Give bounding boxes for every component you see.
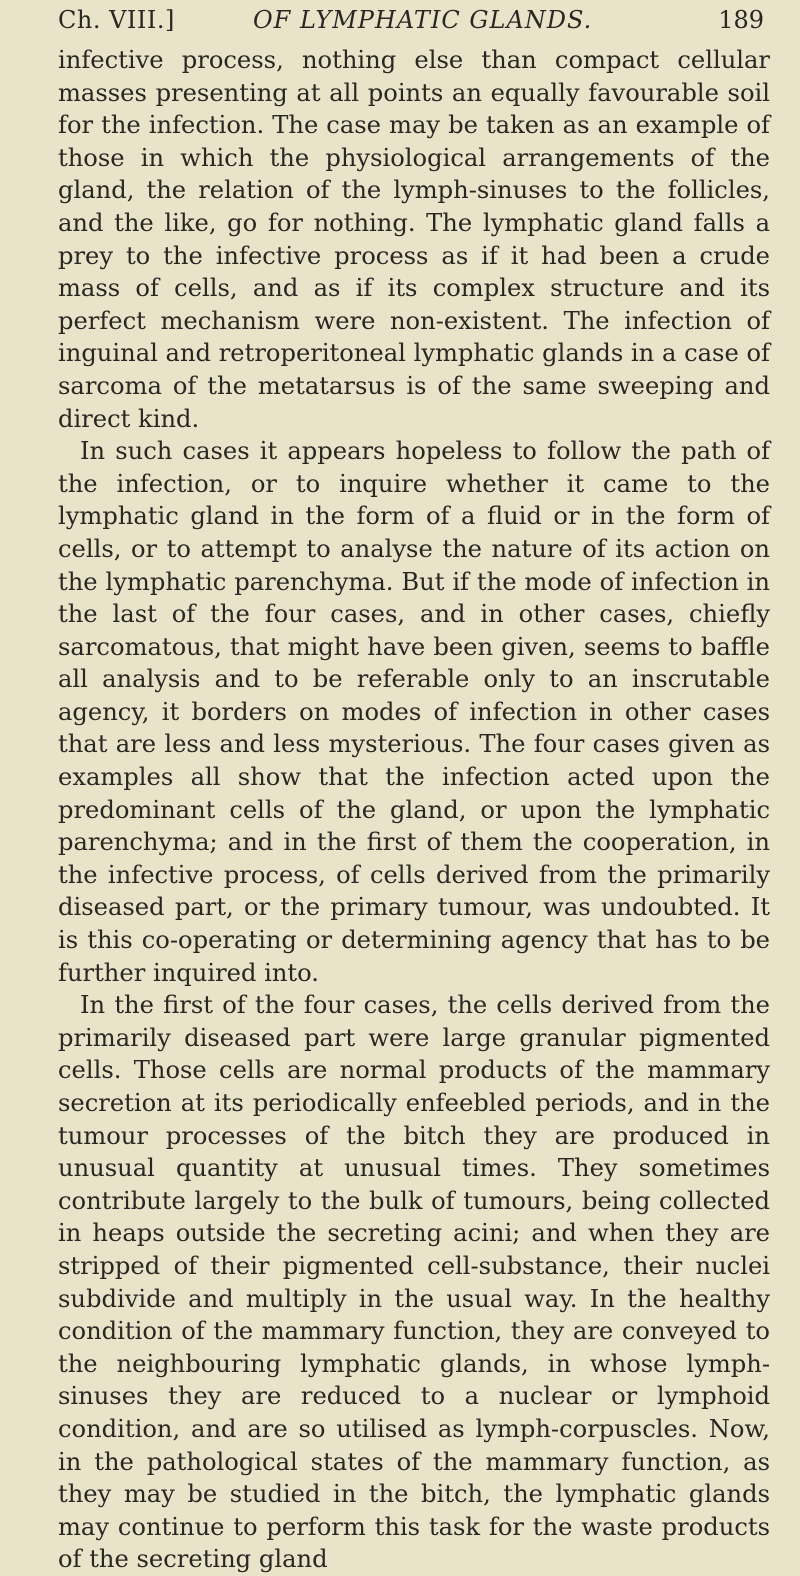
paragraph: In such cases it appears hopeless to follow the path of the infection, or to inquire whether it came to the lymphatic gland in the form of a fluid or in the form of cells, or to attempt to analyse the nature of its action on the lymphatic parenchyma. But if the mode of infection in the last of the four cases, and in other cases, chiefly sarcomatous, that might have been given, seems to baffle all analysis and to be referable only to an inscrutable agency, it borders on modes of infection in other cases that are less and less mysterious. The four cases given as examples all show that the infection acted upon the predominant cells of the gland, or upon the lymphatic parenchyma; and in the first of them the cooperation, in the infective process, of cells derived from the primarily diseased part, or the primary tumour, was undoubted. It is this co-operating or determining agency that has to be further inquired into. bbox=[58, 437, 770, 987]
paragraph-continued: infective process, nothing else than compact cellular masses presenting at all points an equally favourable soil for the infection. The case may be taken as an example of those in which the physiological arrangements of the gland, the relation of the lymph-sinuses to the follicles, and the like, go for nothing. The lymphatic gland falls a prey to the infective process as if it had been a crude mass of cells, and as if its complex structure and its perfect mechanism were non-existent. The infection of inguinal and retroperitoneal lymphatic glands in a case of sarcoma of the metatarsus is of the same sweeping and direct kind. bbox=[58, 46, 770, 433]
running-head bbox=[58, 2, 770, 42]
body-text bbox=[58, 44, 770, 1576]
chapter-label: Ch. VIII.] bbox=[58, 6, 175, 34]
paragraph: In the first of the four cases, the cells derived from the primarily diseased part were large granular pigmented cells. Those cells are normal products of the mammary secretion at its periodically enfeebled periods, and in the tumour processes of the bitch they are produced in unusual quantity at unusual times. They sometimes contribute largely to the bulk of tumours, being collected in heaps outside the secreting acini; and when they are stripped of their pigmented cell-substance, their nuclei subdivide and multiply in the usual way. In the healthy condition of the mammary function, they are conveyed to the neighbouring lymphatic glands, in whose lymph-sinuses they are reduced to a nuclear or lymphoid condition, and are so utilised as lymph-corpuscles. Now, in the pathological states of the mammary function, as they may be studied in the bitch, the lymphatic glands may continue to perform this task for the waste products of the secreting gland bbox=[58, 991, 770, 1574]
running-title: OF LYMPHATIC GLANDS. bbox=[253, 6, 593, 34]
page-number: 189 bbox=[718, 6, 764, 34]
